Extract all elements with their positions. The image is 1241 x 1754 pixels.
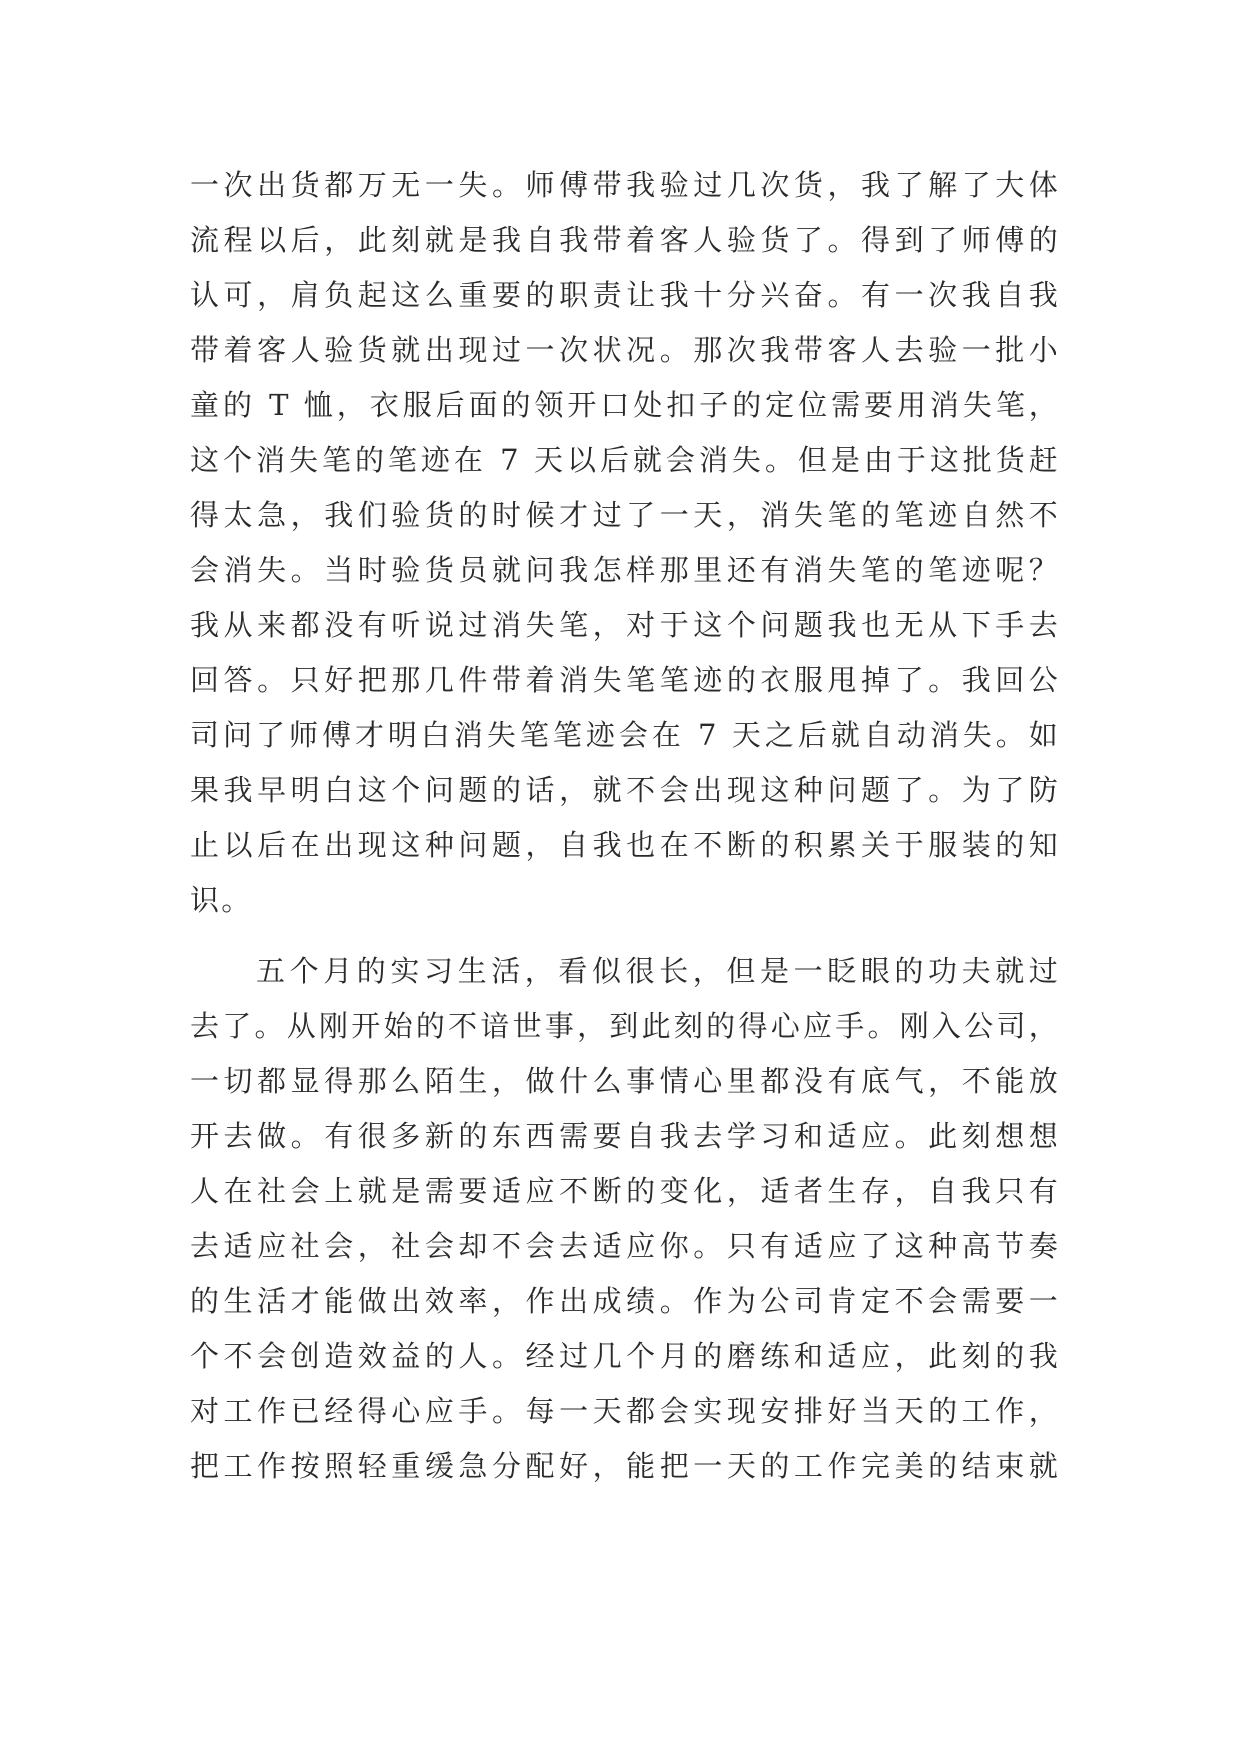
- paragraph-1: [190, 158, 1060, 928]
- text-line: 带着客人验货就出现过一次状况。那次我带客人去验一批小: [190, 333, 1060, 367]
- text-line: 一次出货都万无一失。师傅带我验过几次货，我了解了大体: [190, 168, 1060, 202]
- body-text: [190, 158, 1060, 1494]
- text-line: 人在社会上就是需要适应不断的变化，适者生存，自我只有: [190, 1174, 1060, 1208]
- text-line: 司问了师傅才明白消失笔笔迹会在 7 天之后就自动消失。如: [190, 718, 1060, 752]
- text-line: 把工作按照轻重缓急分配好，能把一天的工作完美的结束就: [190, 1449, 1060, 1483]
- text-line: 流程以后，此刻就是我自我带着客人验货了。得到了师傅的: [190, 223, 1060, 257]
- text-line: 认可，肩负起这么重要的职责让我十分兴奋。有一次我自我: [190, 278, 1060, 312]
- text-line: 去了。从刚开始的不谙世事，到此刻的得心应手。刚入公司，: [190, 1009, 1060, 1043]
- text-line: 的生活才能做出效率，作出成绩。作为公司肯定不会需要一: [190, 1284, 1060, 1318]
- text-line: 这个消失笔的笔迹在 7 天以后就会消失。但是由于这批货赶: [190, 443, 1060, 477]
- text-line: 得太急，我们验货的时候才过了一天，消失笔的笔迹自然不: [190, 498, 1060, 532]
- text-line: 止以后在出现这种问题，自我也在不断的积累关于服装的知: [190, 828, 1060, 862]
- text-line: 一切都显得那么陌生，做什么事情心里都没有底气，不能放: [190, 1064, 1060, 1098]
- text-line: 回答。只好把那几件带着消失笔笔迹的衣服甩掉了。我回公: [190, 663, 1060, 697]
- text-line: 开去做。有很多新的东西需要自我去学习和适应。此刻想想: [190, 1119, 1060, 1153]
- text-line: 去适应社会，社会却不会去适应你。只有适应了这种高节奏: [190, 1229, 1060, 1263]
- paragraph-gap: [190, 928, 1060, 944]
- text-line: 五个月的实习生活，看似很长，但是一眨眼的功夫就过: [256, 954, 1060, 988]
- text-line: 我从来都没有听说过消失笔，对于这个问题我也无从下手去: [190, 608, 1060, 642]
- text-line: 对工作已经得心应手。每一天都会实现安排好当天的工作，: [190, 1394, 1060, 1428]
- text-line: 果我早明白这个问题的话，就不会出现这种问题了。为了防: [190, 773, 1060, 807]
- paragraph-2: [190, 944, 1060, 1494]
- text-line: 童的 T 恤，衣服后面的领开口处扣子的定位需要用消失笔，: [190, 388, 1060, 422]
- text-line: 会消失。当时验货员就问我怎样那里还有消失笔的笔迹呢？: [190, 553, 1060, 587]
- text-line: 个不会创造效益的人。经过几个月的磨练和适应，此刻的我: [190, 1339, 1060, 1373]
- text-line: 识。: [190, 883, 253, 917]
